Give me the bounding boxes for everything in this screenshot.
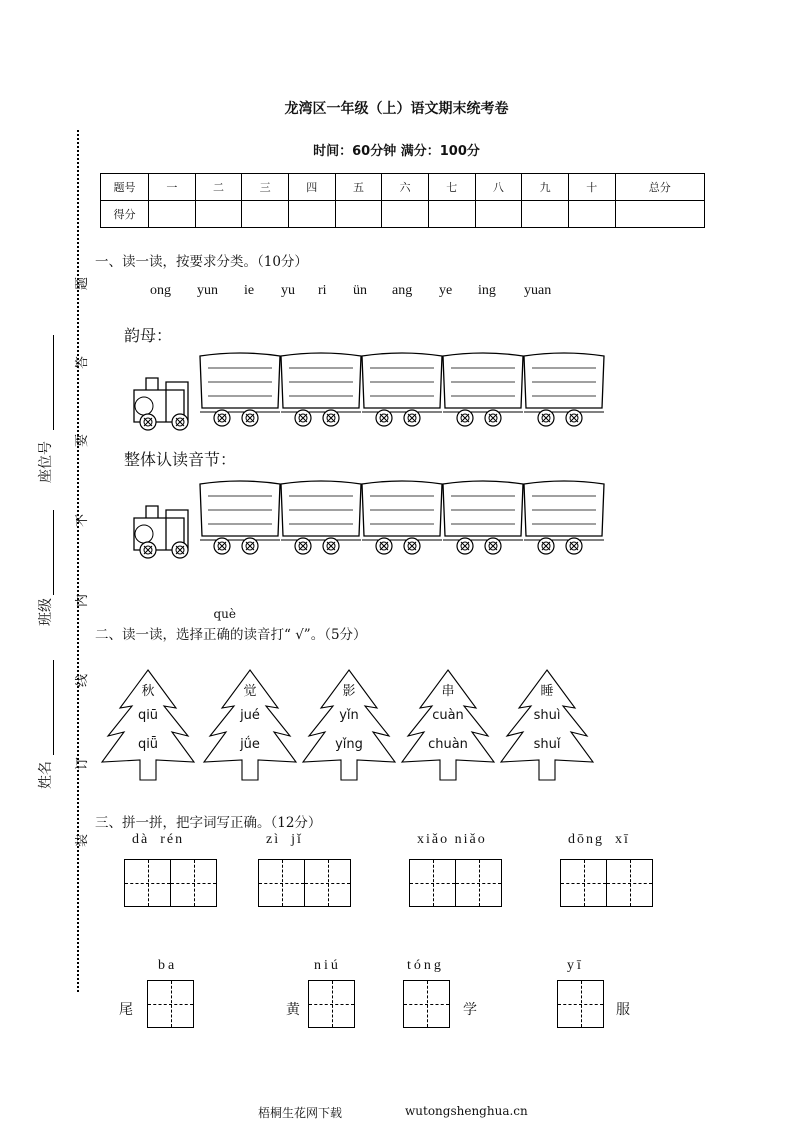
pinyin-option[interactable]: jué bbox=[240, 708, 260, 723]
binding-warning-char: 装 bbox=[75, 833, 91, 848]
score-input-cell[interactable] bbox=[288, 201, 335, 228]
char-pinyin: yī bbox=[567, 958, 584, 973]
pinyin-item: yuan bbox=[524, 283, 552, 298]
que-pinyin: què bbox=[213, 607, 237, 621]
writing-cell[interactable] bbox=[309, 981, 354, 1027]
pinyin-item: ong bbox=[150, 283, 171, 298]
char-pinyin: ba bbox=[158, 958, 178, 973]
exam-time-score: 时间：60分钟 满分：100分 bbox=[313, 144, 480, 159]
section2-heading: 二、读一读，选择正 què 确的读音打“ √”。（5分） bbox=[95, 607, 367, 643]
score-input-cell[interactable] bbox=[382, 201, 429, 228]
train-syllables bbox=[128, 478, 608, 564]
pinyin-item: ri bbox=[318, 283, 327, 298]
train-car-writing-box[interactable] bbox=[200, 353, 280, 426]
writing-grid[interactable] bbox=[124, 859, 217, 907]
train-car-writing-box[interactable] bbox=[362, 481, 442, 554]
tree-character: 串 bbox=[441, 684, 455, 699]
pinyin-option[interactable]: qiǖ bbox=[137, 737, 159, 752]
section1-heading: 一、读一读，按要求分类。（10分） bbox=[95, 254, 308, 270]
binding-warning-char: 题 bbox=[75, 276, 91, 291]
writing-cell[interactable] bbox=[456, 860, 501, 906]
train-finals bbox=[128, 350, 608, 436]
tree-character: 影 bbox=[342, 684, 356, 699]
writing-grid[interactable] bbox=[409, 859, 502, 907]
word-pinyin: dōng xī bbox=[568, 832, 630, 847]
writing-cell[interactable] bbox=[305, 860, 350, 906]
footer-source: 梧桐生花网下载 bbox=[258, 1106, 343, 1120]
train-car-writing-box[interactable] bbox=[281, 353, 361, 426]
word-pinyin: xiǎo niǎo bbox=[417, 832, 487, 847]
tree-character: 觉 bbox=[243, 684, 257, 699]
footer-url: wutongshenghua.cn bbox=[405, 1104, 528, 1118]
score-input-cell[interactable] bbox=[568, 201, 615, 228]
score-header-cell: 五 bbox=[335, 174, 382, 201]
score-header-cell: 一 bbox=[149, 174, 196, 201]
writing-grid[interactable] bbox=[258, 859, 351, 907]
score-input-cell[interactable] bbox=[475, 201, 522, 228]
score-header-cell: 二 bbox=[195, 174, 242, 201]
score-header-cell: 题号 bbox=[101, 174, 149, 201]
char-pinyin: tóng bbox=[407, 958, 444, 973]
binding-warning-char: 线 bbox=[75, 673, 91, 688]
name-label: 姓名 bbox=[38, 761, 54, 789]
writing-cell[interactable] bbox=[561, 860, 607, 906]
name-underline bbox=[53, 660, 54, 755]
pinyin-option[interactable]: yǐn bbox=[339, 708, 359, 723]
train-car-writing-box[interactable] bbox=[362, 353, 442, 426]
train-car-writing-box[interactable] bbox=[281, 481, 361, 554]
score-input-cell[interactable] bbox=[615, 201, 704, 228]
score-input-cell[interactable] bbox=[149, 201, 196, 228]
writing-cell[interactable] bbox=[410, 860, 456, 906]
word-pinyin: zì jǐ bbox=[266, 832, 303, 847]
pinyin-item: ün bbox=[353, 283, 367, 298]
pinyin-item: yu bbox=[281, 283, 295, 298]
writing-grid[interactable] bbox=[403, 980, 450, 1028]
score-header-cell: 八 bbox=[475, 174, 522, 201]
score-input-cell[interactable] bbox=[195, 201, 242, 228]
writing-cell[interactable] bbox=[125, 860, 171, 906]
char-pinyin: niú bbox=[314, 958, 341, 973]
pinyin-item: ye bbox=[439, 283, 453, 298]
writing-cell[interactable] bbox=[171, 860, 216, 906]
score-input-cell[interactable] bbox=[335, 201, 382, 228]
binding-dotted-line bbox=[77, 130, 79, 992]
class-label: 班级 bbox=[38, 598, 54, 626]
writing-grid[interactable] bbox=[147, 980, 194, 1028]
score-header-cell: 九 bbox=[522, 174, 569, 201]
given-character: 黄 bbox=[286, 1002, 300, 1018]
pinyin-tree bbox=[299, 668, 399, 784]
pinyin-option[interactable]: yǐng bbox=[335, 737, 363, 752]
writing-grid[interactable] bbox=[557, 980, 604, 1028]
binding-warning-char: 订 bbox=[75, 756, 91, 771]
given-character: 学 bbox=[463, 1002, 477, 1018]
score-input-cell[interactable] bbox=[522, 201, 569, 228]
pinyin-item: ang bbox=[392, 283, 413, 298]
train-car-writing-box[interactable] bbox=[524, 353, 604, 426]
writing-cell[interactable] bbox=[259, 860, 305, 906]
pinyin-tree bbox=[398, 668, 498, 784]
pinyin-item: ie bbox=[244, 283, 255, 298]
pinyin-option[interactable]: chuàn bbox=[428, 737, 468, 752]
page-title: 龙湾区一年级（上）语文期末统考卷 bbox=[284, 101, 509, 117]
locomotive-icon bbox=[134, 378, 188, 430]
pinyin-item: ing bbox=[478, 283, 496, 298]
train-car-writing-box[interactable] bbox=[443, 481, 523, 554]
pinyin-option[interactable]: jǘe bbox=[240, 737, 260, 752]
tree-character: 睡 bbox=[540, 684, 554, 699]
tree-character: 秋 bbox=[141, 684, 155, 699]
score-header-cell: 四 bbox=[288, 174, 335, 201]
train-car-writing-box[interactable] bbox=[443, 353, 523, 426]
score-input-cell[interactable] bbox=[242, 201, 289, 228]
score-header-cell: 十 bbox=[568, 174, 615, 201]
train-car-writing-box[interactable] bbox=[524, 481, 604, 554]
pinyin-tree bbox=[200, 668, 300, 784]
section3-heading: 三、拼一拼，把字词写正确。（12分） bbox=[95, 815, 322, 831]
finals-label: 韵母： bbox=[124, 326, 173, 345]
score-header-cell: 七 bbox=[428, 174, 475, 201]
writing-grid[interactable] bbox=[560, 859, 653, 907]
seat-label: 座位号 bbox=[38, 441, 54, 483]
writing-cell[interactable] bbox=[148, 981, 193, 1027]
score-header-cell: 总分 bbox=[615, 174, 704, 201]
pinyin-option[interactable]: qiū bbox=[137, 708, 159, 723]
score-header-cell: 六 bbox=[382, 174, 429, 201]
pinyin-tree bbox=[497, 668, 597, 784]
pinyin-item: yun bbox=[197, 283, 218, 298]
pinyin-option[interactable]: shuǐ bbox=[533, 737, 561, 752]
score-header-cell: 三 bbox=[242, 174, 289, 201]
score-table bbox=[100, 173, 705, 228]
pinyin-tree bbox=[98, 668, 198, 784]
writing-grid[interactable] bbox=[308, 980, 355, 1028]
word-pinyin: dà rén bbox=[132, 832, 185, 847]
writing-cell[interactable] bbox=[404, 981, 449, 1027]
given-character: 尾 bbox=[119, 1002, 133, 1018]
syllables-label: 整体认读音节： bbox=[124, 450, 237, 469]
binding-warning-char: 要 bbox=[75, 433, 91, 448]
pinyin-option[interactable]: shuì bbox=[533, 708, 561, 723]
binding-warning-char: 答 bbox=[75, 355, 91, 370]
writing-cell[interactable] bbox=[558, 981, 603, 1027]
score-input-cell[interactable] bbox=[428, 201, 475, 228]
binding-warning-char: 不 bbox=[75, 513, 91, 528]
locomotive-icon bbox=[134, 506, 188, 558]
class-underline bbox=[53, 510, 54, 595]
pinyin-option[interactable]: cuàn bbox=[432, 708, 464, 723]
given-character: 服 bbox=[616, 1002, 630, 1018]
train-car-writing-box[interactable] bbox=[200, 481, 280, 554]
binding-warning-char: 内 bbox=[75, 593, 91, 608]
writing-cell[interactable] bbox=[607, 860, 652, 906]
seat-underline bbox=[53, 335, 54, 430]
score-row-label: 得分 bbox=[101, 201, 149, 228]
